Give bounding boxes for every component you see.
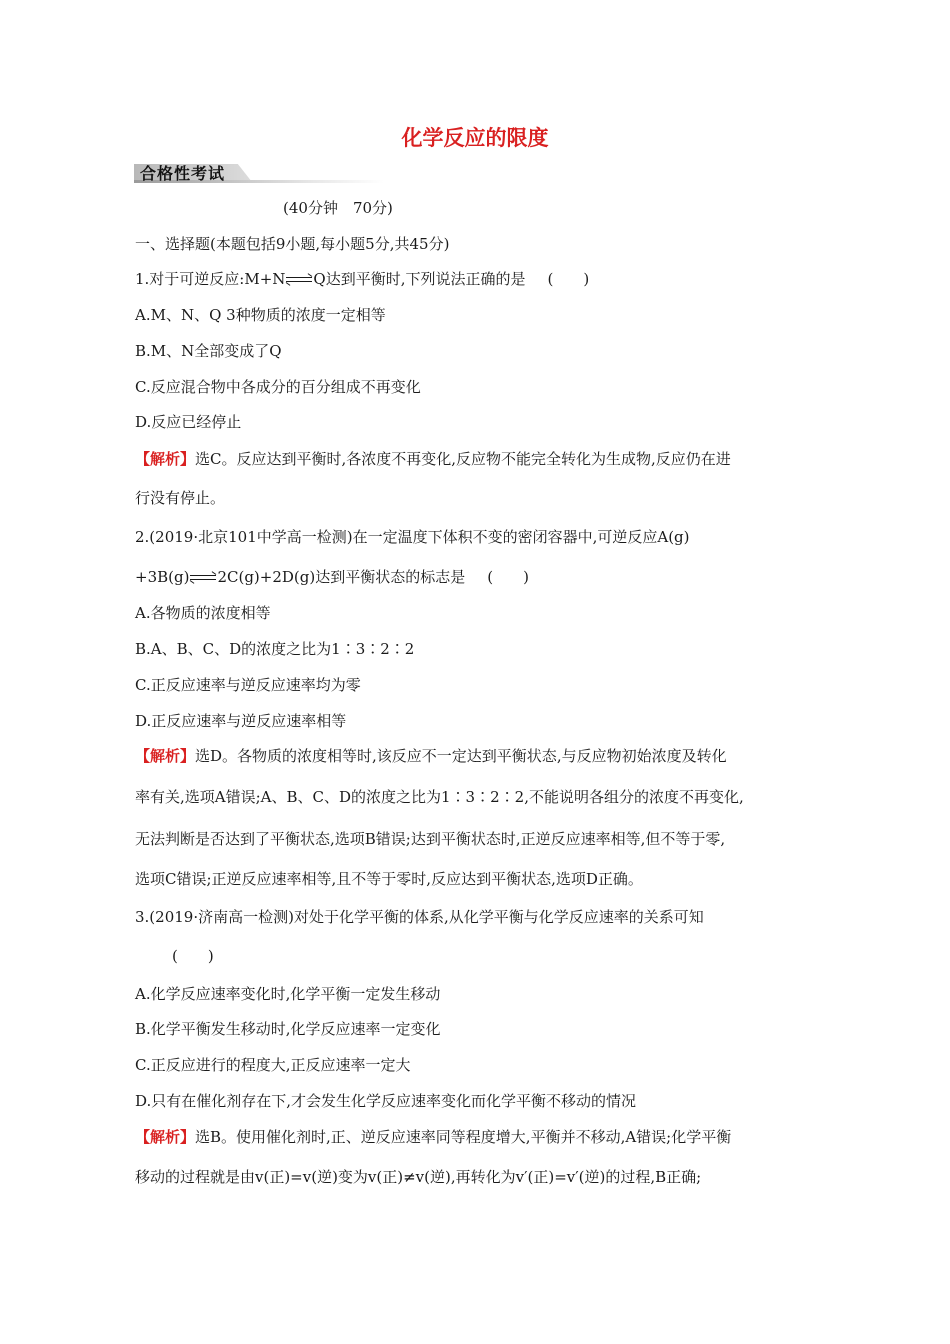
q2-analysis-line-4: 选项C错误;正逆反应速率相等,且不等于零时,反应达到平衡状态,选项D正确。 xyxy=(135,870,643,888)
q2-analysis-line-1: 【解析】选D。各物质的浓度相等时,该反应不一定达到平衡状态,与反应物初始浓度及转化 xyxy=(135,747,727,765)
q3-analysis-tag: 【解析】 xyxy=(135,1128,196,1146)
q3-analysis-line-2: 移动的过程就是由v(正)=v(逆)变为v(正)≠v(逆),再转化为v′(正)=v′(逆)的过程,B正确; xyxy=(135,1168,702,1186)
time-score: (40分钟 70分) xyxy=(283,199,393,217)
q3-option-b: B.化学平衡发生移动时,化学反应速率一定变化 xyxy=(135,1020,441,1038)
q2-stem-a: +3B(g) xyxy=(135,568,190,586)
q2-analysis-tag: 【解析】 xyxy=(135,747,196,765)
q3-answer-blank: ( ) xyxy=(172,947,214,965)
q2-option-a: A.各物质的浓度相等 xyxy=(135,604,271,622)
equilibrium-arrow-icon xyxy=(190,574,216,582)
question-3-stem: 3.(2019·济南高一检测)对处于化学平衡的体系,从化学平衡与化学反应速率的关系可知 xyxy=(135,908,704,926)
q2-option-c: C.正反应速率与逆反应速率均为零 xyxy=(135,676,361,694)
part-heading: 一、选择题(本题包括9小题,每小题5分,共45分) xyxy=(135,235,450,253)
q1-option-a: A.M、N、Q 3种物质的浓度一定相等 xyxy=(135,306,386,324)
q2-answer-blank: ( ) xyxy=(487,568,529,586)
q1-analysis-line-1: 【解析】选C。反应达到平衡时,各浓度不再变化,反应物不能完全转化为生成物,反应仍在进 xyxy=(135,450,731,468)
q1-stem-b: Q达到平衡时,下列说法正确的是 xyxy=(313,270,526,288)
question-1-stem xyxy=(135,269,589,289)
document-title: 化学反应的限度 xyxy=(401,126,549,150)
q2-option-b: B.A、B、C、D的浓度之比为1∶3∶2∶2 xyxy=(135,640,415,658)
q1-stem-a: 1.对于可逆反应:M+N xyxy=(135,270,286,288)
q1-option-d: D.反应已经停止 xyxy=(135,413,242,431)
q1-option-b: B.M、N全部变成了Q xyxy=(135,342,282,360)
q1-analysis-tag: 【解析】 xyxy=(135,450,196,468)
equilibrium-arrow-icon xyxy=(286,276,312,284)
q2-analysis-line-2: 率有关,选项A错误;A、B、C、D的浓度之比为1∶3∶2∶2,不能说明各组分的浓度不再变化, xyxy=(135,788,744,806)
q2-option-d: D.正反应速率与逆反应速率相等 xyxy=(135,712,347,730)
q1-option-c: C.反应混合物中各成分的百分组成不再变化 xyxy=(135,378,421,396)
q1-analysis-line-2: 行没有停止。 xyxy=(135,489,226,507)
q3-option-a: A.化学反应速率变化时,化学平衡一定发生移动 xyxy=(135,985,441,1003)
badge-label: 合格性考试 xyxy=(140,164,226,183)
question-2-stem-line-2 xyxy=(135,567,529,587)
q3-analysis-line-1: 【解析】选B。使用催化剂时,正、逆反应速率同等程度增大,平衡并不移动,A错误;化学平衡 xyxy=(135,1128,732,1146)
section-badge xyxy=(134,160,394,186)
q2-stem-b: 2C(g)+2D(g)达到平衡状态的标志是 xyxy=(217,568,466,586)
q3-option-d: D.只有在催化剂存在下,才会发生化学反应速率变化而化学平衡不移动的情况 xyxy=(135,1092,637,1110)
question-2-stem-line-1: 2.(2019·北京101中学高一检测)在一定温度下体积不变的密闭容器中,可逆反应A(g) xyxy=(135,528,690,546)
q1-answer-blank: ( ) xyxy=(547,270,590,288)
q3-option-c: C.正反应进行的程度大,正反应速率一定大 xyxy=(135,1056,411,1074)
q2-analysis-line-3: 无法判断是否达到了平衡状态,选项B错误;达到平衡状态时,正逆反应速率相等,但不等于零, xyxy=(135,830,726,848)
